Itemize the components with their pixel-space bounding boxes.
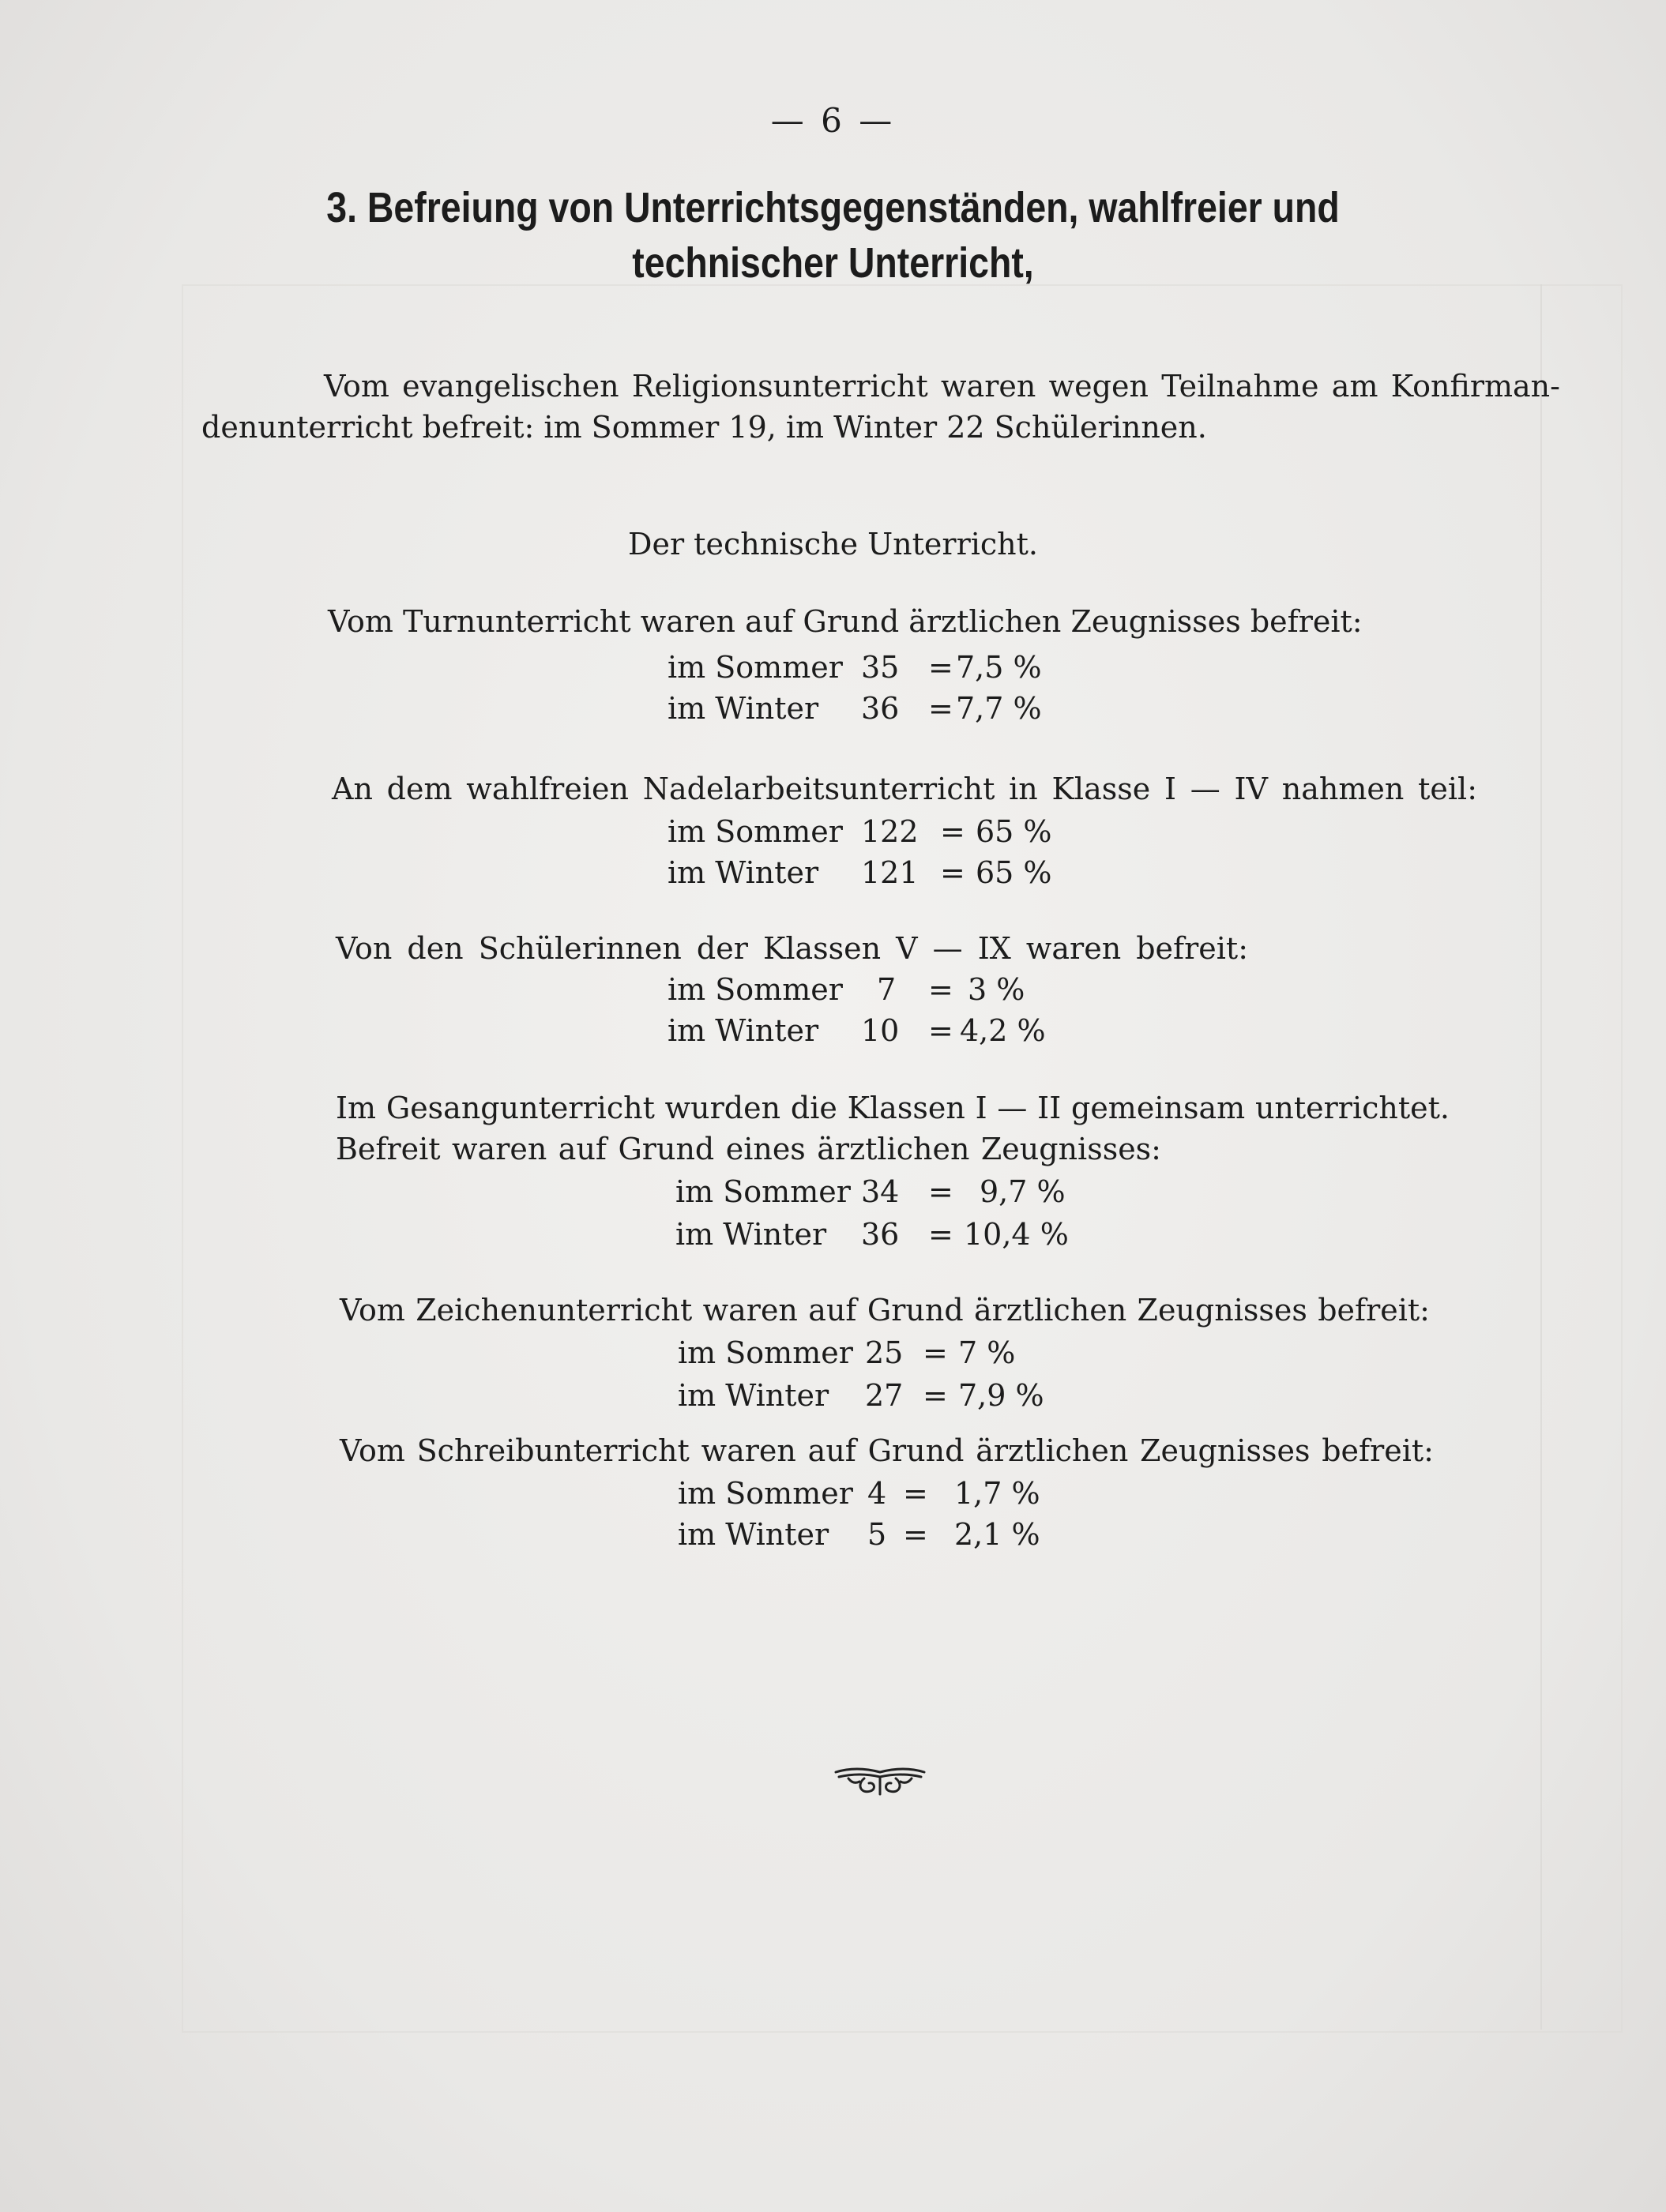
- religion-paragraph-line-1: Vom evangelischen Religionsunterricht waren wegen Teilnahme am Konfirman-: [324, 369, 1560, 404]
- writing-intro: Vom Schreibunterricht waren auf Grund ärztlichen Zeugnisses befreit:: [340, 1433, 1434, 1468]
- percent-value: 1,7 %: [954, 1476, 1040, 1511]
- count-value: 36: [861, 691, 900, 726]
- season-label: im Sommer: [678, 1476, 853, 1511]
- drawing-intro: Vom Zeichenunterricht waren auf Grund ärztlichen Zeugnisses befreit:: [340, 1293, 1430, 1328]
- season-label: im Winter: [668, 1013, 819, 1048]
- gym-intro: Vom Turnunterricht waren auf Grund ärztlichen Zeugnisses befreit:: [328, 604, 1363, 639]
- equals-sign: =: [928, 650, 953, 685]
- needlework-intro: An dem wahlfreien Nadelarbeitsunterricht in Klasse I — IV nahmen teil:: [332, 772, 1477, 806]
- season-label: im Winter: [668, 691, 819, 726]
- count-value: 7: [877, 972, 897, 1007]
- count-value: 34: [861, 1174, 900, 1209]
- season-label: im Winter: [678, 1378, 829, 1413]
- equals-sign: =: [928, 972, 953, 1007]
- count-value: 5: [867, 1517, 887, 1552]
- singing-intro: Im Gesangunterricht wurden die Klassen I — II gemeinsam unterrichtet.: [336, 1091, 1450, 1125]
- percent-value: 3 %: [968, 972, 1025, 1007]
- percent-value: 65 %: [976, 814, 1052, 849]
- percent-value: 7,5 %: [956, 650, 1042, 685]
- percent-value: 9,7 %: [980, 1174, 1066, 1209]
- equals-sign: =: [923, 1335, 948, 1370]
- percent-value: 7,9 %: [958, 1378, 1044, 1413]
- equals-sign: =: [928, 1174, 953, 1209]
- religion-paragraph-line-2: denunterricht befreit: im Sommer 19, im Winter 22 Schülerinnen.: [201, 410, 1207, 445]
- count-value: 36: [861, 1217, 900, 1252]
- equals-sign: =: [940, 814, 965, 849]
- season-label: im Winter: [678, 1517, 829, 1552]
- season-label: im Sommer: [678, 1335, 853, 1370]
- season-label: im Sommer: [668, 814, 843, 849]
- equals-sign: =: [903, 1476, 928, 1511]
- equals-sign: =: [923, 1378, 948, 1413]
- equals-sign: =: [928, 1013, 953, 1048]
- equals-sign: =: [903, 1517, 928, 1552]
- equals-sign: =: [928, 691, 953, 726]
- season-label: im Sommer: [668, 972, 843, 1007]
- equals-sign: =: [940, 855, 965, 890]
- count-value: 35: [861, 650, 900, 685]
- count-value: 27: [865, 1378, 904, 1413]
- percent-value: 4,2 %: [960, 1013, 1046, 1048]
- scroll-ornament-icon: [833, 1761, 927, 1801]
- season-label: im Winter: [668, 855, 819, 890]
- percent-value: 10,4 %: [964, 1217, 1069, 1252]
- percent-value: 2,1 %: [954, 1517, 1040, 1552]
- singing-intro-2: Befreit waren auf Grund eines ärztlichen Zeugnisses:: [336, 1132, 1161, 1166]
- heading-line-2: technischer Unterricht,: [632, 239, 1034, 287]
- season-label: im Winter: [675, 1217, 827, 1252]
- count-value: 4: [867, 1476, 887, 1511]
- page-number: — 6 —: [770, 101, 896, 140]
- percent-value: 7 %: [958, 1335, 1016, 1370]
- classes-v-ix-intro: Von den Schülerinnen der Klassen V — IX waren befreit:: [336, 931, 1248, 966]
- percent-value: 7,7 %: [956, 691, 1042, 726]
- equals-sign: =: [928, 1217, 953, 1252]
- count-value: 122: [861, 814, 919, 849]
- count-value: 121: [861, 855, 919, 890]
- season-label: im Sommer: [675, 1174, 851, 1209]
- count-value: 25: [865, 1335, 904, 1370]
- heading-line-1: 3. Befreiung von Unterrichtsgegenständen, wahlfreier und: [326, 184, 1340, 231]
- section-heading: [117, 180, 1550, 291]
- count-value: 10: [861, 1013, 900, 1048]
- season-label: im Sommer: [668, 650, 843, 685]
- percent-value: 65 %: [976, 855, 1052, 890]
- section-subtitle: Der technische Unterricht.: [627, 527, 1038, 561]
